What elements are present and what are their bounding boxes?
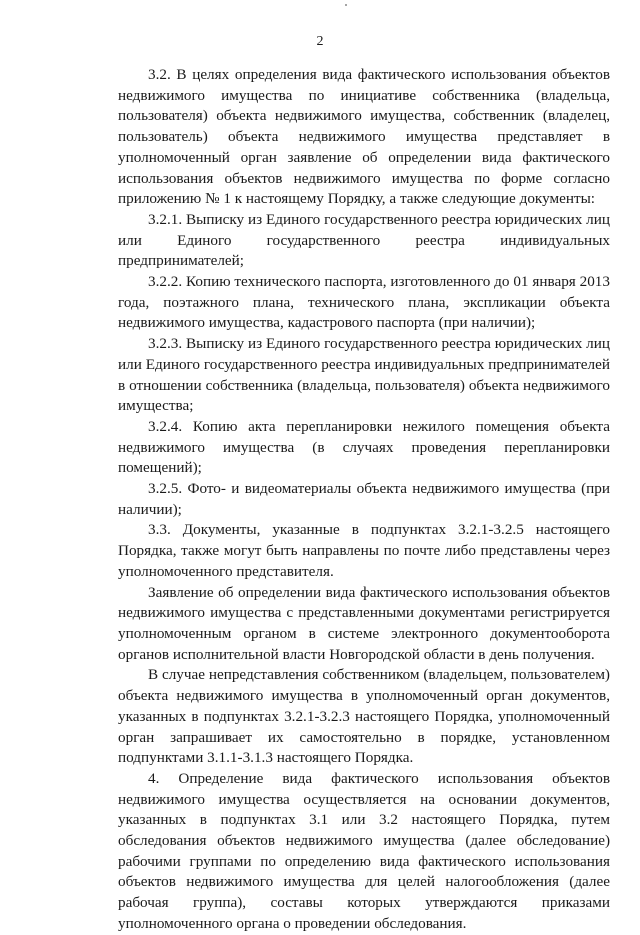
paragraph-application-registration: Заявление об определении вида фактического использования объектов недвижимого имущества с представленными документами регистрируется уполномоченным органом в системе электронного документооборота органов исполнительной власти Новгородской области в день получения.	[118, 583, 610, 663]
paragraph-non-submission: В случае непредставления собственником (владельцем, пользователем) объекта недвижимого имущества в уполномоченный орган документов, указанных в подпунктах 3.2.1-3.2.3 настоящего Порядка, уполномоченный орган запрашивает их самостоятельно в порядке, установленном подпунктами 3.1.1-3.1.3 настоящего Порядка.	[118, 666, 610, 767]
paragraph-3-2-5: 3.2.5. Фото- и видеоматериалы объекта недвижимого имущества (при наличии);	[118, 480, 610, 518]
paragraph-4: 4. Определение вида фактического использования объектов недвижимого имущества осуществляется на основании документов, указанных в подпунктах 3.1 или 3.2 настоящего Порядка, путем обследования объектов недвижимого имущества (далее обследование) рабочими группами по определению вида фактического использования объектов недвижимого имущества для целей налогообложения (далее рабочая группа), составы которых утверждаются приказами уполномоченного органа о проведении обследования.	[118, 769, 610, 932]
paragraph-3-2-2: 3.2.2. Копию технического паспорта, изготовленного до 01 января 2013 года, поэтажного плана, технического плана, экспликации объекта недвижимого имущества, кадастрового паспорта (при наличии);	[118, 273, 610, 332]
scan-dot	[345, 4, 347, 6]
paragraph-3-2-1: 3.2.1. Выписку из Единого государственного реестра юридических лиц или Единого государственного реестра индивидуальных предпринимателей;	[118, 210, 610, 270]
paragraph-3-2: 3.2. В целях определения вида фактического использования объектов недвижимого имущества по инициативе собственника (владельца, пользователя) объекта недвижимого имущества, собственник (владелец, пользователь) объекта недвижимого имущества представляет в уполномоченный орган заявление об определении вида фактического использования объектов недвижимого имущества по форме согласно приложению № 1 к настоящему Порядку, а также следующие документы:	[118, 66, 610, 208]
paragraph-3-3: 3.3. Документы, указанные в подпунктах 3.2.1-3.2.5 настоящего Порядка, также могут быть направлены по почте либо представлены через уполномоченного представителя.	[118, 521, 610, 580]
document-body	[118, 65, 610, 935]
page-number: 2	[316, 34, 324, 49]
paragraph-3-2-4: 3.2.4. Копию акта перепланировки нежилого помещения объекта недвижимого имущества (в случаях проведения перепланировки помещений);	[118, 417, 610, 477]
paragraph-3-2-3: 3.2.3. Выписку из Единого государственного реестра юридических лиц или Единого государственного реестра индивидуальных предпринимателей в отношении собственника (владельца, пользователя) объекта недвижимого имущества;	[118, 335, 610, 415]
